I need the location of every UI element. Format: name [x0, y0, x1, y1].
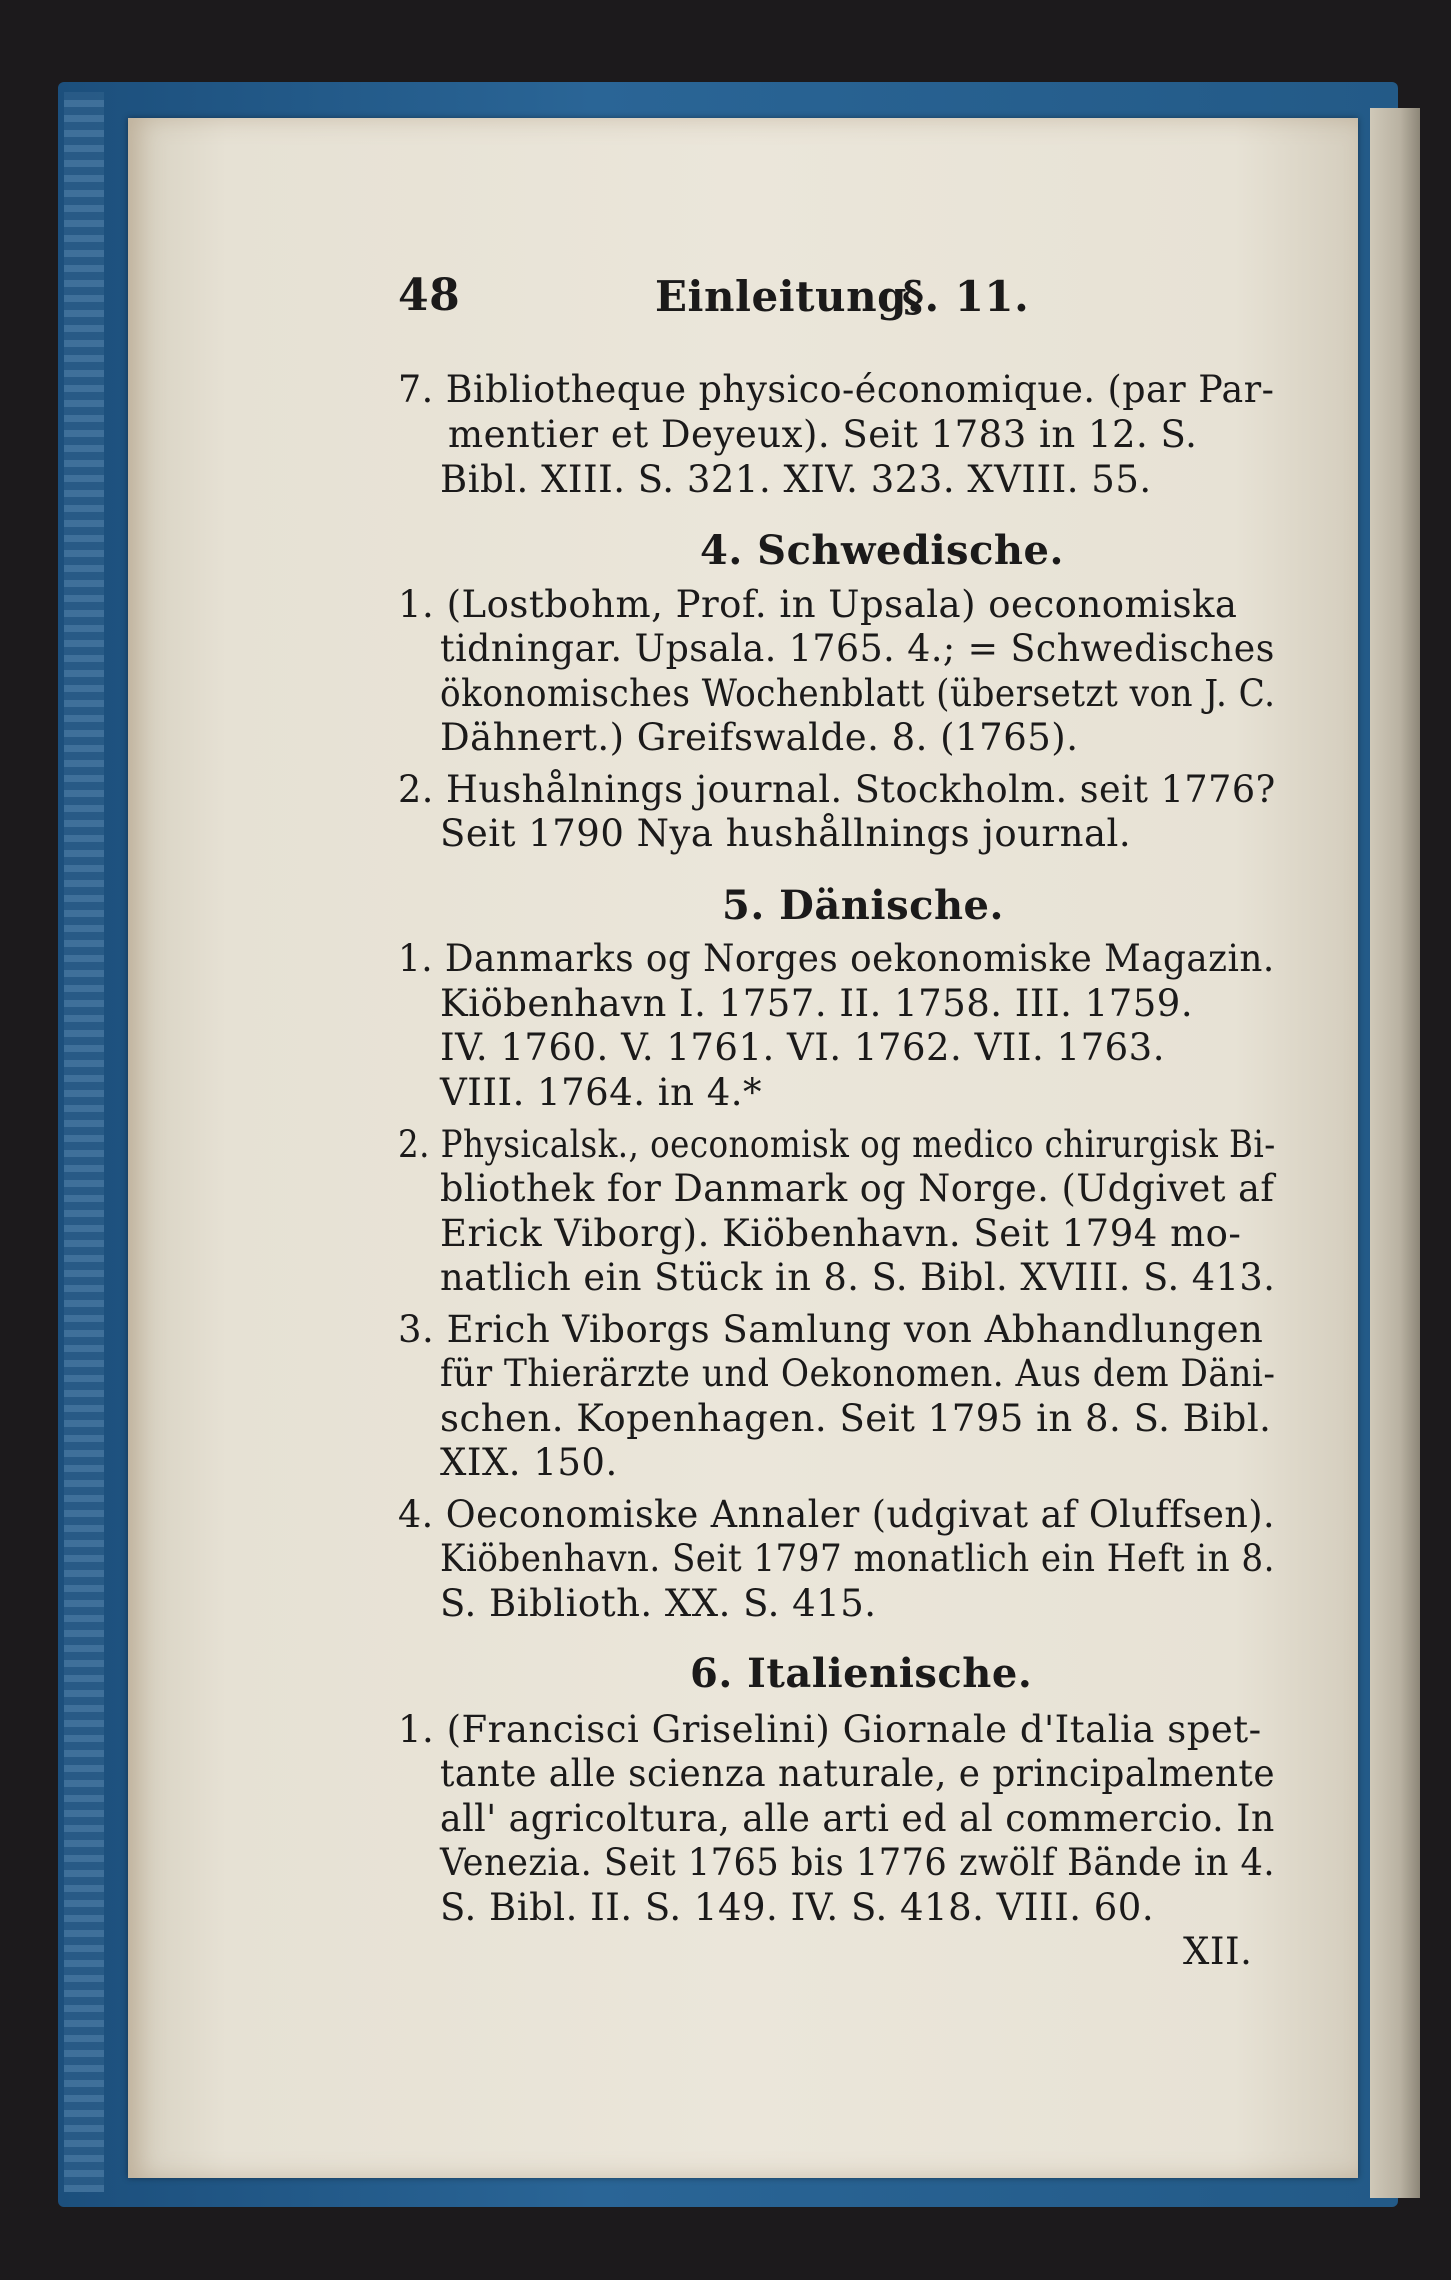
text-line: Dähnert.) Greifswalde. 8. (1765).: [440, 716, 1079, 759]
text-line: XIX. 150.: [440, 1441, 618, 1484]
text-line: Venezia. Seit 1765 bis 1776 zwölf Bände in 4.: [440, 1841, 1276, 1884]
page-number: 48: [398, 270, 461, 321]
text-line: 7. Bibliotheque physico-économique. (par Par-: [398, 368, 1275, 411]
catchword: XII.: [1183, 1930, 1253, 1973]
section-number: §. 11.: [902, 272, 1030, 321]
text-line: 3. Erich Viborgs Samlung von Abhandlungen: [398, 1308, 1264, 1351]
text-line: 2. Hushålnings journal. Stockholm. seit 1776?: [398, 768, 1276, 811]
text-line: tidningar. Upsala. 1765. 4.; = Schwedisches: [440, 627, 1275, 670]
section-heading: 5. Dänische.: [722, 882, 1004, 929]
text-line: 1. (Lostbohm, Prof. in Upsala) oeconomiska: [398, 583, 1238, 626]
text-line: Bibl. XIII. S. 321. XIV. 323. XVIII. 55.: [440, 458, 1152, 501]
text-line: Erick Viborg). Kiöbenhavn. Seit 1794 mo-: [440, 1212, 1242, 1255]
text-line: 1. Danmarks og Norges oekonomiske Magazin.: [398, 937, 1275, 980]
text-line: S. Biblioth. XX. S. 415.: [440, 1582, 877, 1625]
text-line: natlich ein Stück in 8. S. Bibl. XVIII. S. 413.: [440, 1256, 1276, 1299]
cover-edge: [64, 92, 104, 2192]
text-line: S. Bibl. II. S. 149. IV. S. 418. VIII. 60.: [440, 1886, 1155, 1929]
text-line: Kiöbenhavn I. 1757. II. 1758. III. 1759.: [440, 982, 1194, 1025]
page-stack: [1370, 108, 1420, 2198]
text-line: für Thierärzte und Oekonomen. Aus dem Däni-: [440, 1352, 1276, 1395]
text-line: Seit 1790 Nya hushållnings journal.: [440, 812, 1132, 855]
text-line: schen. Kopenhagen. Seit 1795 in 8. S. Bibl.: [440, 1397, 1272, 1440]
running-title: Einleitung.: [655, 272, 923, 321]
text-line: 2. Physicalsk., oeconomisk og medico chirurgisk Bi-: [398, 1123, 1276, 1166]
text-line: all' agricoltura, alle arti ed al commercio. In: [440, 1797, 1275, 1840]
text-line: ökonomisches Wochenblatt (übersetzt von J. C.: [440, 672, 1276, 715]
text-line: tante alle scienza naturale, e principalmente: [440, 1752, 1276, 1795]
text-line: 4. Oeconomiske Annaler (udgivat af Oluffsen).: [398, 1493, 1276, 1536]
text-line: 1. (Francisci Griselini) Giornale d'Italia spet-: [398, 1708, 1262, 1751]
text-line: IV. 1760. V. 1761. VI. 1762. VII. 1763.: [440, 1026, 1165, 1069]
text-line: mentier et Deyeux). Seit 1783 in 12. S.: [448, 413, 1198, 456]
text-line: Kiöbenhavn. Seit 1797 monatlich ein Heft in 8.: [440, 1537, 1275, 1580]
section-heading: 4. Schwedische.: [700, 527, 1064, 574]
text-line: bliothek for Danmark og Norge. (Udgivet af: [440, 1167, 1275, 1210]
text-line: VIII. 1764. in 4.*: [440, 1071, 763, 1114]
section-heading: 6. Italienische.: [690, 1650, 1033, 1697]
